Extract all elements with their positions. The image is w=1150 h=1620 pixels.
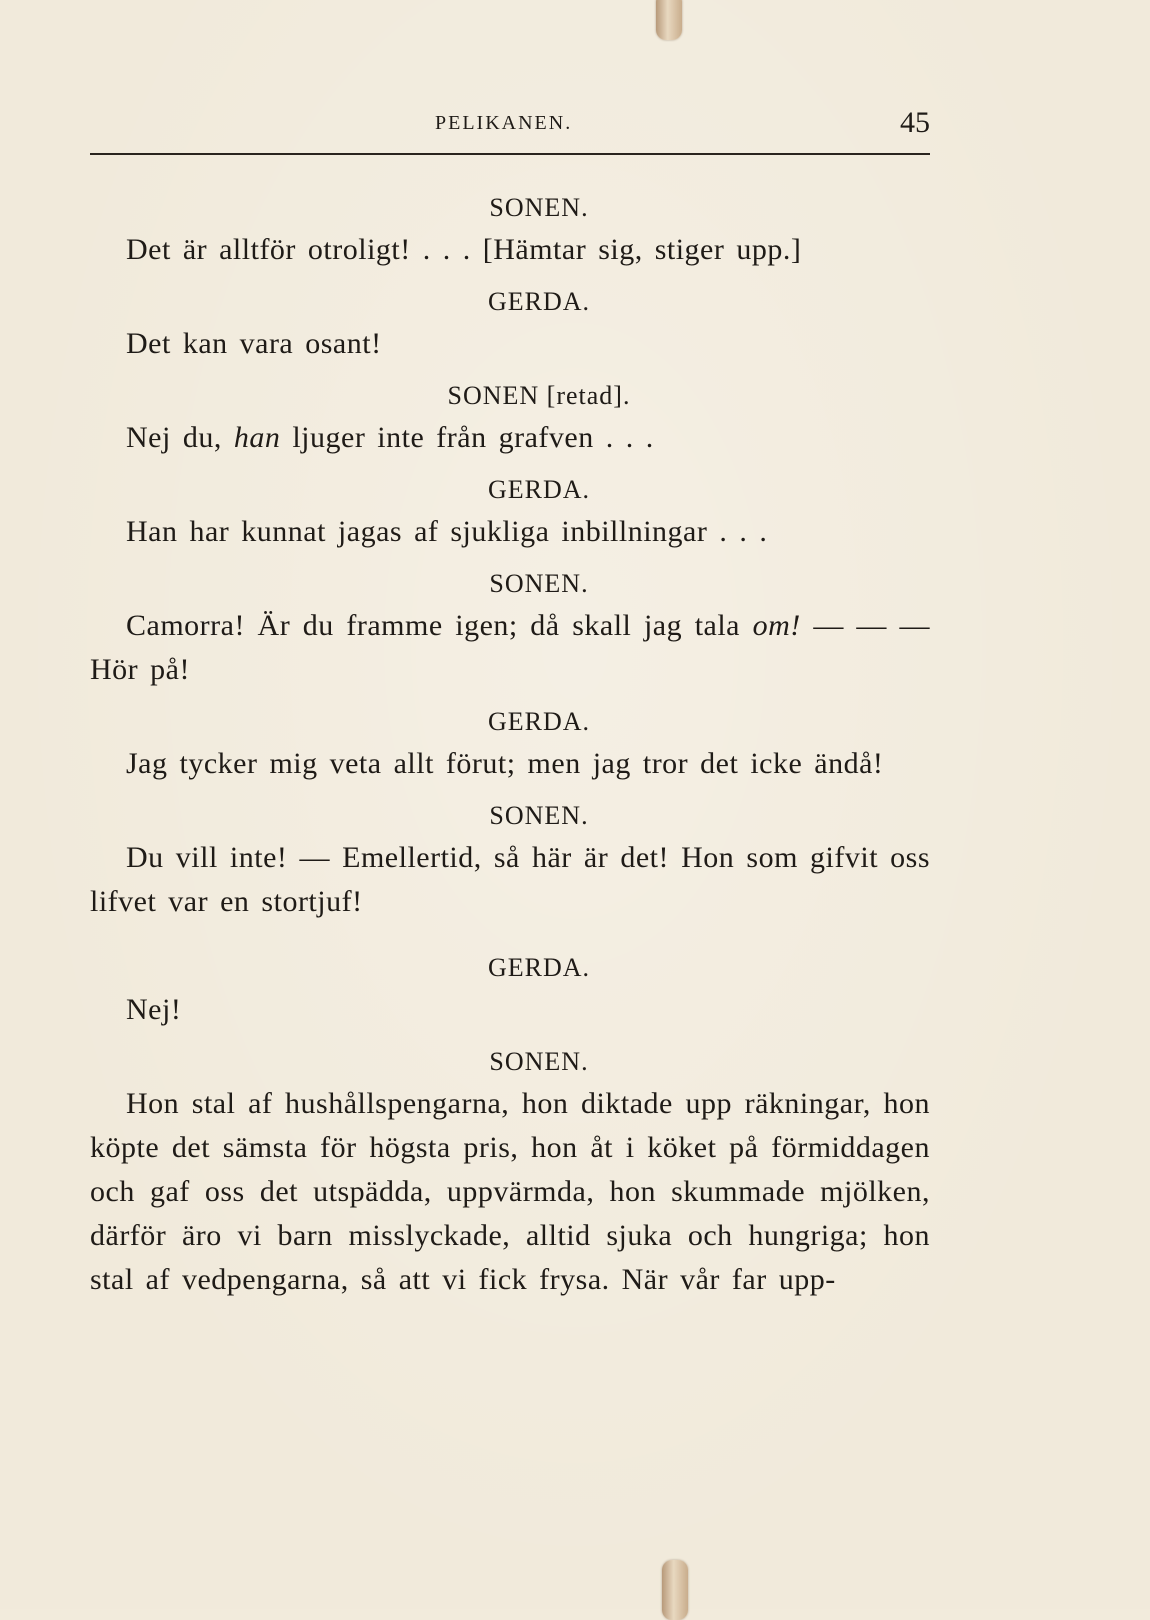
binding-thread-bottom xyxy=(662,1560,688,1620)
dialogue-line xyxy=(90,604,930,692)
dialogue-text: — — — Hör på! xyxy=(90,609,931,686)
dialogue-emphasis: han xyxy=(233,421,281,454)
speaker-name: SONEN. xyxy=(489,1047,589,1076)
dialogue-emphasis: om! xyxy=(752,609,801,642)
speaker-name: SONEN. xyxy=(489,801,589,830)
running-head xyxy=(90,106,930,150)
speaker-name: GERDA. xyxy=(487,953,591,982)
dialogue-line: Jag tycker mig veta allt förut; men jag tror det icke ändå! xyxy=(126,747,884,780)
speaker-name: GERDA. xyxy=(487,475,591,504)
dialogue-line xyxy=(90,416,930,460)
speaker-name: SONEN. xyxy=(489,569,589,598)
binding-thread-top xyxy=(656,0,682,40)
spacer xyxy=(90,924,930,938)
dialogue-line: Det kan vara osant! xyxy=(126,327,382,360)
dialogue-line: Nej! xyxy=(126,993,182,1026)
dialogue-line: Hon stal af hushållspengarna, hon diktade upp räkningar, hon köpte det sämsta för högsta pris, hon åt i köket på förmiddagen och gaf oss det utspädda, uppvärmda, hon skummade mjölken, därför äro vi barn misslyckade, alltid sjuka och hungriga; hon stal af vedpengarna, så att vi fick frysa. När vår far upp- xyxy=(90,1087,930,1296)
dialogue-line: Du vill inte! — Emellertid, så här är det! Hon som gifvit oss lifvet var en stortjuf! xyxy=(90,841,930,918)
speaker-name: GERDA. xyxy=(487,707,591,736)
play-text xyxy=(90,188,930,1302)
speaker-name: GERDA. xyxy=(487,287,591,316)
page-number: 45 xyxy=(900,106,930,139)
running-title: PELIKANEN. xyxy=(435,112,573,134)
header-rule xyxy=(90,153,930,155)
speaker-name: SONEN [retad]. xyxy=(447,381,631,410)
dialogue-text: Camorra! Är du framme igen; då skall jag tala xyxy=(126,609,740,642)
dialogue-line: Han har kunnat jagas af sjukliga inbillningar . . . xyxy=(126,515,768,548)
dialogue-text: ljuger inte från grafven . . . xyxy=(280,421,654,454)
speaker-name: SONEN. xyxy=(489,193,589,222)
dialogue-line: Det är alltför otroligt! . . . [Hämtar sig, stiger upp.] xyxy=(126,233,802,266)
dialogue-text: Nej du, xyxy=(126,421,234,454)
